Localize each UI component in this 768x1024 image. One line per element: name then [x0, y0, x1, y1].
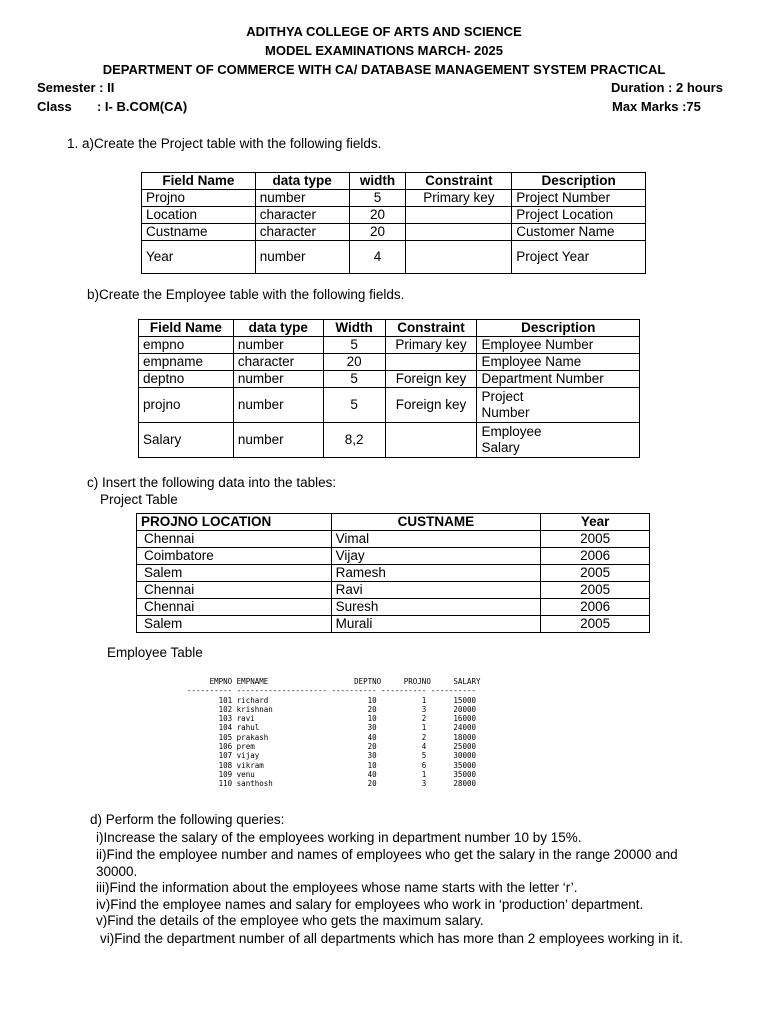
- table-cell: 5: [323, 371, 385, 388]
- table-cell: 5: [323, 337, 385, 354]
- header-cell: Width: [323, 320, 385, 337]
- table-cell: Employee Name: [477, 354, 640, 371]
- table-cell: Murali: [331, 616, 541, 633]
- table-row: [137, 548, 650, 565]
- semester-label: Semester : II: [37, 80, 115, 95]
- query-item: v)Find the details of the employee who gets the maximum salary.: [96, 913, 484, 928]
- employee-data-row: 109 venu 40 1 35000: [187, 770, 476, 779]
- header-cell: CUSTNAME: [331, 514, 541, 531]
- table-cell: [385, 354, 477, 371]
- table-cell: 20: [349, 224, 406, 241]
- table-cell: Project Year: [512, 241, 646, 274]
- header-cell: Field Name: [142, 173, 256, 190]
- table-cell: empname: [139, 354, 234, 371]
- table-row: [137, 599, 650, 616]
- table-cell: Chennai: [137, 582, 332, 599]
- table-row: [139, 423, 640, 458]
- table-cell: 2005: [541, 582, 650, 599]
- table-cell: 2005: [541, 616, 650, 633]
- table-cell: Ramesh: [331, 565, 541, 582]
- table-cell: Project Number: [477, 388, 640, 423]
- table-cell: [406, 241, 512, 274]
- query-item: iii)Find the information about the employees whose name starts with the letter ‘r’.: [96, 880, 578, 895]
- table-row: [139, 354, 640, 371]
- employee-data-header: EMPNO EMPNAME DEPTNO PROJNO SALARY: [187, 677, 481, 686]
- table-cell: 2006: [541, 548, 650, 565]
- table-header-row: [139, 320, 640, 337]
- project-fields-table: [141, 172, 646, 274]
- table-row: [137, 531, 650, 548]
- table-row: [142, 190, 646, 207]
- table-cell: number: [255, 190, 349, 207]
- table-cell: Foreign key: [385, 371, 477, 388]
- employee-data-row: 102 krishnan 20 3 20000: [187, 705, 476, 714]
- header-cell: Year: [541, 514, 650, 531]
- table-cell: Foreign key: [385, 388, 477, 423]
- table-header-row: [137, 514, 650, 531]
- table-row: [137, 582, 650, 599]
- table-row: [139, 388, 640, 423]
- table-cell: Year: [142, 241, 256, 274]
- table-row: [137, 616, 650, 633]
- table-cell: Employee Salary: [477, 423, 640, 458]
- header-cell: width: [349, 173, 406, 190]
- table-cell: character: [233, 354, 323, 371]
- table-cell: empno: [139, 337, 234, 354]
- question-1c: c) Insert the following data into the tables:: [87, 475, 337, 490]
- header-cell: Description: [512, 173, 646, 190]
- table-cell: 2005: [541, 531, 650, 548]
- table-cell: Project Number: [512, 190, 646, 207]
- question-1d: d) Perform the following queries:: [90, 812, 285, 827]
- employee-table-label: Employee Table: [107, 645, 203, 660]
- table-cell: Salem: [137, 565, 332, 582]
- table-cell: Project Location: [512, 207, 646, 224]
- header-cell: Constraint: [406, 173, 512, 190]
- table-cell: Vijay: [331, 548, 541, 565]
- table-cell: 5: [349, 190, 406, 207]
- table-cell: character: [255, 224, 349, 241]
- employee-data-row: 106 prem 20 4 25000: [187, 742, 476, 751]
- employee-data-row: 108 vikram 10 6 35000: [187, 761, 476, 770]
- table-header-row: [142, 173, 646, 190]
- employee-data-row: 105 prakash 40 2 18000: [187, 733, 476, 742]
- table-cell: deptno: [139, 371, 234, 388]
- table-cell: Location: [142, 207, 256, 224]
- query-item: ii)Find the employee number and names of employees who get the salary in the range 20000 and: [96, 847, 678, 862]
- table-cell: Department Number: [477, 371, 640, 388]
- table-cell: [406, 207, 512, 224]
- header-cell: PROJNO LOCATION: [137, 514, 332, 531]
- table-row: [142, 241, 646, 274]
- table-cell: Suresh: [331, 599, 541, 616]
- table-cell: Salary: [139, 423, 234, 458]
- table-cell: 4: [349, 241, 406, 274]
- table-cell: number: [233, 371, 323, 388]
- table-cell: 2005: [541, 565, 650, 582]
- question-1b: b)Create the Employee table with the following fields.: [87, 287, 405, 302]
- employee-data-row: 101 richard 10 1 15000: [187, 696, 476, 705]
- table-cell: Salem: [137, 616, 332, 633]
- header-cell: Description: [477, 320, 640, 337]
- table-cell: Primary key: [406, 190, 512, 207]
- table-cell: Custname: [142, 224, 256, 241]
- header-cell: Field Name: [139, 320, 234, 337]
- employee-data-row: 104 rahul 30 1 24000: [187, 723, 476, 732]
- query-item: 30000.: [96, 864, 138, 879]
- table-cell: 2006: [541, 599, 650, 616]
- class-label: Class : I- B.COM(CA): [37, 99, 188, 114]
- table-cell: number: [233, 337, 323, 354]
- header-cell: data type: [255, 173, 349, 190]
- query-item: i)Increase the salary of the employees working in department number 10 by 15%.: [96, 830, 582, 845]
- employee-data-divider: ---------- -------------------- ---------- ---------- ----------: [187, 686, 476, 695]
- employee-data-row: 107 vijay 30 5 30000: [187, 751, 476, 760]
- table-cell: 5: [323, 388, 385, 423]
- query-item: iv)Find the employee names and salary for employees who work in ‘production’ department.: [96, 897, 644, 912]
- table-cell: Customer Name: [512, 224, 646, 241]
- table-row: [137, 565, 650, 582]
- query-item: vi)Find the department number of all departments which has more than 2 employees working in it.: [100, 931, 684, 946]
- table-cell: number: [255, 241, 349, 274]
- table-cell: Employee Number: [477, 337, 640, 354]
- table-cell: Chennai: [137, 599, 332, 616]
- table-row: [139, 337, 640, 354]
- department-title: DEPARTMENT OF COMMERCE WITH CA/ DATABASE MANAGEMENT SYSTEM PRACTICAL: [102, 62, 666, 77]
- project-data-table: [136, 513, 650, 633]
- table-cell: Chennai: [137, 531, 332, 548]
- table-cell: projno: [139, 388, 234, 423]
- table-row: [139, 371, 640, 388]
- table-cell: 8,2: [323, 423, 385, 458]
- table-row: [142, 224, 646, 241]
- employee-data-row: 103 ravi 10 2 16000: [187, 714, 476, 723]
- table-cell: [406, 224, 512, 241]
- table-cell: character: [255, 207, 349, 224]
- table-cell: Coimbatore: [137, 548, 332, 565]
- table-cell: Vimal: [331, 531, 541, 548]
- table-cell: number: [233, 423, 323, 458]
- exam-title: MODEL EXAMINATIONS MARCH- 2025: [265, 43, 503, 58]
- table-cell: 20: [349, 207, 406, 224]
- table-row: [142, 207, 646, 224]
- table-cell: Ravi: [331, 582, 541, 599]
- question-1a: 1. a)Create the Project table with the following fields.: [67, 136, 382, 151]
- header-cell: Constraint: [385, 320, 477, 337]
- table-cell: Primary key: [385, 337, 477, 354]
- project-table-label: Project Table: [100, 492, 178, 507]
- employee-data-row: 110 santhosh 20 3 28000: [187, 779, 476, 788]
- table-cell: number: [233, 388, 323, 423]
- duration-label: Duration : 2 hours: [611, 80, 723, 95]
- college-name: ADITHYA COLLEGE OF ARTS AND SCIENCE: [246, 24, 522, 39]
- header-cell: data type: [233, 320, 323, 337]
- employee-fields-table: [138, 319, 640, 458]
- max-marks-label: Max Marks :75: [612, 99, 701, 114]
- table-cell: Projno: [142, 190, 256, 207]
- table-cell: [385, 423, 477, 458]
- table-cell: 20: [323, 354, 385, 371]
